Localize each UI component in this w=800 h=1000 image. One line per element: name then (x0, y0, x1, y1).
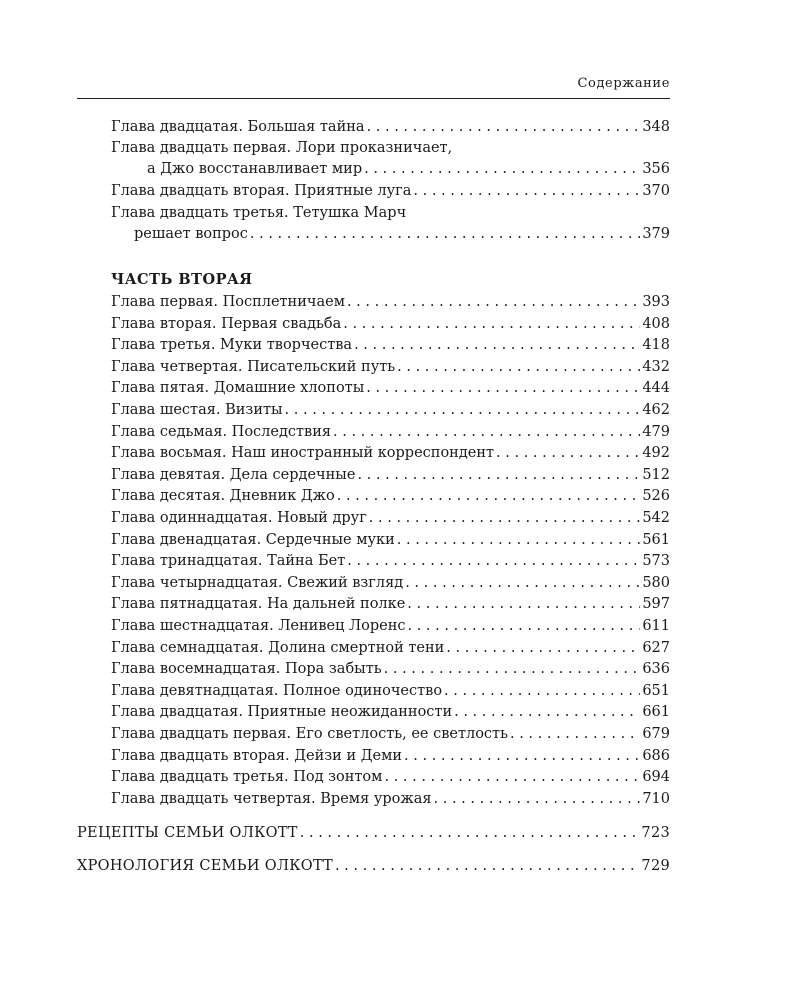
toc-entry-title: Глава тринадцатая. Тайна Бет (111, 553, 346, 570)
toc-entry-title: Глава четырнадцатая. Свежий взгляд (111, 574, 404, 591)
toc-entry-page: 636 (642, 661, 670, 678)
toc-entry[interactable] (111, 616, 670, 637)
leader-dots (369, 508, 641, 529)
toc-entry-page: 379 (642, 226, 670, 242)
toc-entry-appendix[interactable] (77, 823, 670, 844)
toc-entry-title-line1[interactable]: Глава двадцать первая. Лори проказничает, (111, 140, 453, 156)
toc-entry-title: Глава шестая. Визиты (111, 402, 283, 418)
toc-entry[interactable] (111, 443, 670, 464)
toc-entry[interactable] (147, 159, 670, 180)
toc-entry-title: Глава первая. Посплетничаем (111, 294, 345, 310)
toc-entry-title: Глава седьмая. Последствия (111, 423, 332, 440)
toc-entry[interactable] (111, 659, 670, 680)
toc-entry[interactable] (111, 746, 670, 767)
running-head: Содержание (577, 76, 670, 91)
toc-entry-title: РЕЦЕПТЫ СЕМЬИ ОЛКОТТ (77, 825, 298, 841)
toc-entry-appendix[interactable] (77, 856, 670, 877)
leader-dots (407, 616, 640, 637)
leader-dots (333, 422, 640, 443)
toc-entry-title: Глава пятнадцатая. На дальней полке (111, 596, 406, 613)
toc-entry[interactable] (111, 314, 670, 335)
toc-entry-page: 627 (642, 639, 670, 656)
toc-entry[interactable] (111, 486, 670, 507)
toc-entry-page: 611 (642, 618, 670, 634)
leader-dots (347, 292, 640, 313)
toc-entry-title: Глава десятая. Дневник Джо (111, 488, 335, 505)
part-two-heading: ЧАСТЬ ВТОРАЯ (111, 271, 253, 288)
toc-entry-title: Глава девятая. Дела сердечные (111, 466, 356, 483)
toc-entry[interactable] (134, 224, 670, 245)
leader-dots (404, 746, 640, 767)
toc-entry-page: 542 (642, 510, 670, 526)
toc-entry-title: Глава двадцать вторая. Дейзи и Деми (111, 747, 403, 764)
toc-entry[interactable] (111, 530, 670, 551)
leader-dots (510, 724, 640, 745)
toc-entry[interactable] (111, 292, 670, 313)
leader-dots (357, 465, 640, 486)
toc-entry-page: 393 (642, 294, 670, 310)
toc-entry-page: 661 (642, 704, 670, 721)
leader-dots (343, 314, 640, 335)
leader-dots (397, 530, 641, 551)
toc-entry-title: Глава двадцатая. Большая тайна (111, 119, 365, 135)
toc-entry-page: 356 (642, 161, 670, 177)
toc-entry-page: 348 (642, 119, 670, 135)
toc-entry[interactable] (111, 767, 670, 788)
toc-entry-title: Глава третья. Муки творчества (111, 337, 353, 354)
toc-entry[interactable] (111, 508, 670, 529)
toc-entry[interactable] (111, 594, 670, 615)
toc-entry-page: 526 (642, 488, 670, 505)
toc-entry-page: 432 (642, 358, 670, 375)
toc-entry[interactable] (111, 357, 670, 378)
toc-entry-title-line2: решает вопрос (134, 226, 248, 242)
leader-dots (384, 767, 640, 788)
toc-entry-title: Глава семнадцатая. Долина смертной тени (111, 639, 445, 656)
leader-dots (496, 443, 640, 464)
toc-entry-title: Глава одиннадцатая. Новый друг (111, 510, 367, 526)
leader-dots (454, 702, 640, 723)
toc-entry-title: Глава двенадцатая. Сердечные муки (111, 531, 395, 548)
leader-dots (397, 357, 640, 378)
toc-entry[interactable] (111, 573, 670, 594)
toc-entry-title-line2: а Джо восстанавливает мир (147, 161, 363, 177)
toc-entry[interactable] (111, 117, 670, 138)
toc-entry-title: Глава пятая. Домашние хлопоты (111, 380, 365, 397)
toc-entry-page: 462 (642, 402, 670, 418)
leader-dots (285, 400, 641, 421)
toc-entry-title: Глава восемнадцатая. Пора забыть (111, 661, 382, 678)
leader-dots (364, 159, 640, 180)
toc-entry-page: 710 (642, 790, 670, 807)
toc-entry-page: 561 (642, 531, 670, 548)
toc-entry-title: Глава восьмая. Наш иностранный корреспондент (111, 445, 495, 462)
leader-dots (366, 378, 640, 399)
toc-entry-page: 580 (642, 574, 670, 591)
toc-entry-title: Глава шестнадцатая. Ленивец Лоренс (111, 618, 406, 634)
leader-dots (250, 224, 640, 245)
leader-dots (300, 823, 640, 844)
toc-entry-title: Глава двадцать вторая. Приятные луга (111, 183, 412, 199)
toc-entry-page: 418 (642, 337, 670, 354)
toc-entry[interactable] (111, 638, 670, 659)
toc-entry-page: 723 (641, 825, 670, 841)
toc-entry[interactable] (111, 551, 670, 572)
toc-entry-title: Глава двадцать четвертая. Время урожая (111, 790, 432, 807)
toc-entry[interactable] (111, 378, 670, 399)
leader-dots (446, 638, 640, 659)
toc-entry-page: 686 (642, 747, 670, 764)
toc-entry-title: ХРОНОЛОГИЯ СЕМЬИ ОЛКОТТ (77, 858, 333, 874)
leader-dots (434, 789, 641, 810)
toc-entry-title: Глава четвертая. Писательский путь (111, 358, 396, 375)
toc-entry-page: 679 (642, 726, 670, 742)
toc-entry-page: 479 (642, 423, 670, 440)
toc-entry[interactable] (111, 789, 670, 810)
leader-dots (354, 335, 640, 356)
toc-entry-page: 729 (641, 858, 670, 874)
toc-entry-page: 694 (642, 769, 670, 786)
toc-entry[interactable] (111, 702, 670, 723)
leader-dots (407, 594, 640, 615)
toc-entry[interactable] (111, 724, 670, 745)
toc-entry-page: 512 (642, 466, 670, 483)
toc-entry[interactable] (111, 181, 670, 202)
toc-entry-page: 492 (642, 445, 670, 462)
leader-dots (337, 486, 641, 507)
toc-entry-title: Глава двадцать первая. Его светлость, ее светлость (111, 726, 508, 742)
toc-entry-page: 651 (642, 682, 670, 699)
toc-entry-title: Глава вторая. Первая свадьба (111, 315, 342, 332)
leader-dots (405, 573, 640, 594)
toc-entry[interactable] (111, 681, 670, 702)
toc-entry-page: 573 (642, 553, 670, 570)
leader-dots (347, 551, 640, 572)
leader-dots (413, 181, 640, 202)
toc-entry[interactable] (111, 335, 670, 356)
leader-dots (384, 659, 641, 680)
toc-entry[interactable] (111, 422, 670, 443)
leader-dots (335, 856, 639, 877)
toc-entry-page: 408 (642, 315, 670, 332)
toc-entry-page: 370 (642, 183, 670, 199)
toc-entry-title: Глава двадцатая. Приятные неожиданности (111, 704, 453, 721)
toc-entry-title: Глава двадцать третья. Под зонтом (111, 769, 383, 786)
toc-entry-title: Глава девятнадцатая. Полное одиночество (111, 682, 443, 699)
toc-entry[interactable] (111, 400, 670, 421)
leader-dots (367, 117, 641, 138)
toc-entry-page: 444 (642, 380, 670, 397)
leader-dots (444, 681, 640, 702)
toc-entry-title-line1[interactable]: Глава двадцать третья. Тетушка Марч (111, 205, 407, 221)
toc-entry-page: 597 (642, 596, 670, 613)
toc-entry[interactable] (111, 465, 670, 486)
